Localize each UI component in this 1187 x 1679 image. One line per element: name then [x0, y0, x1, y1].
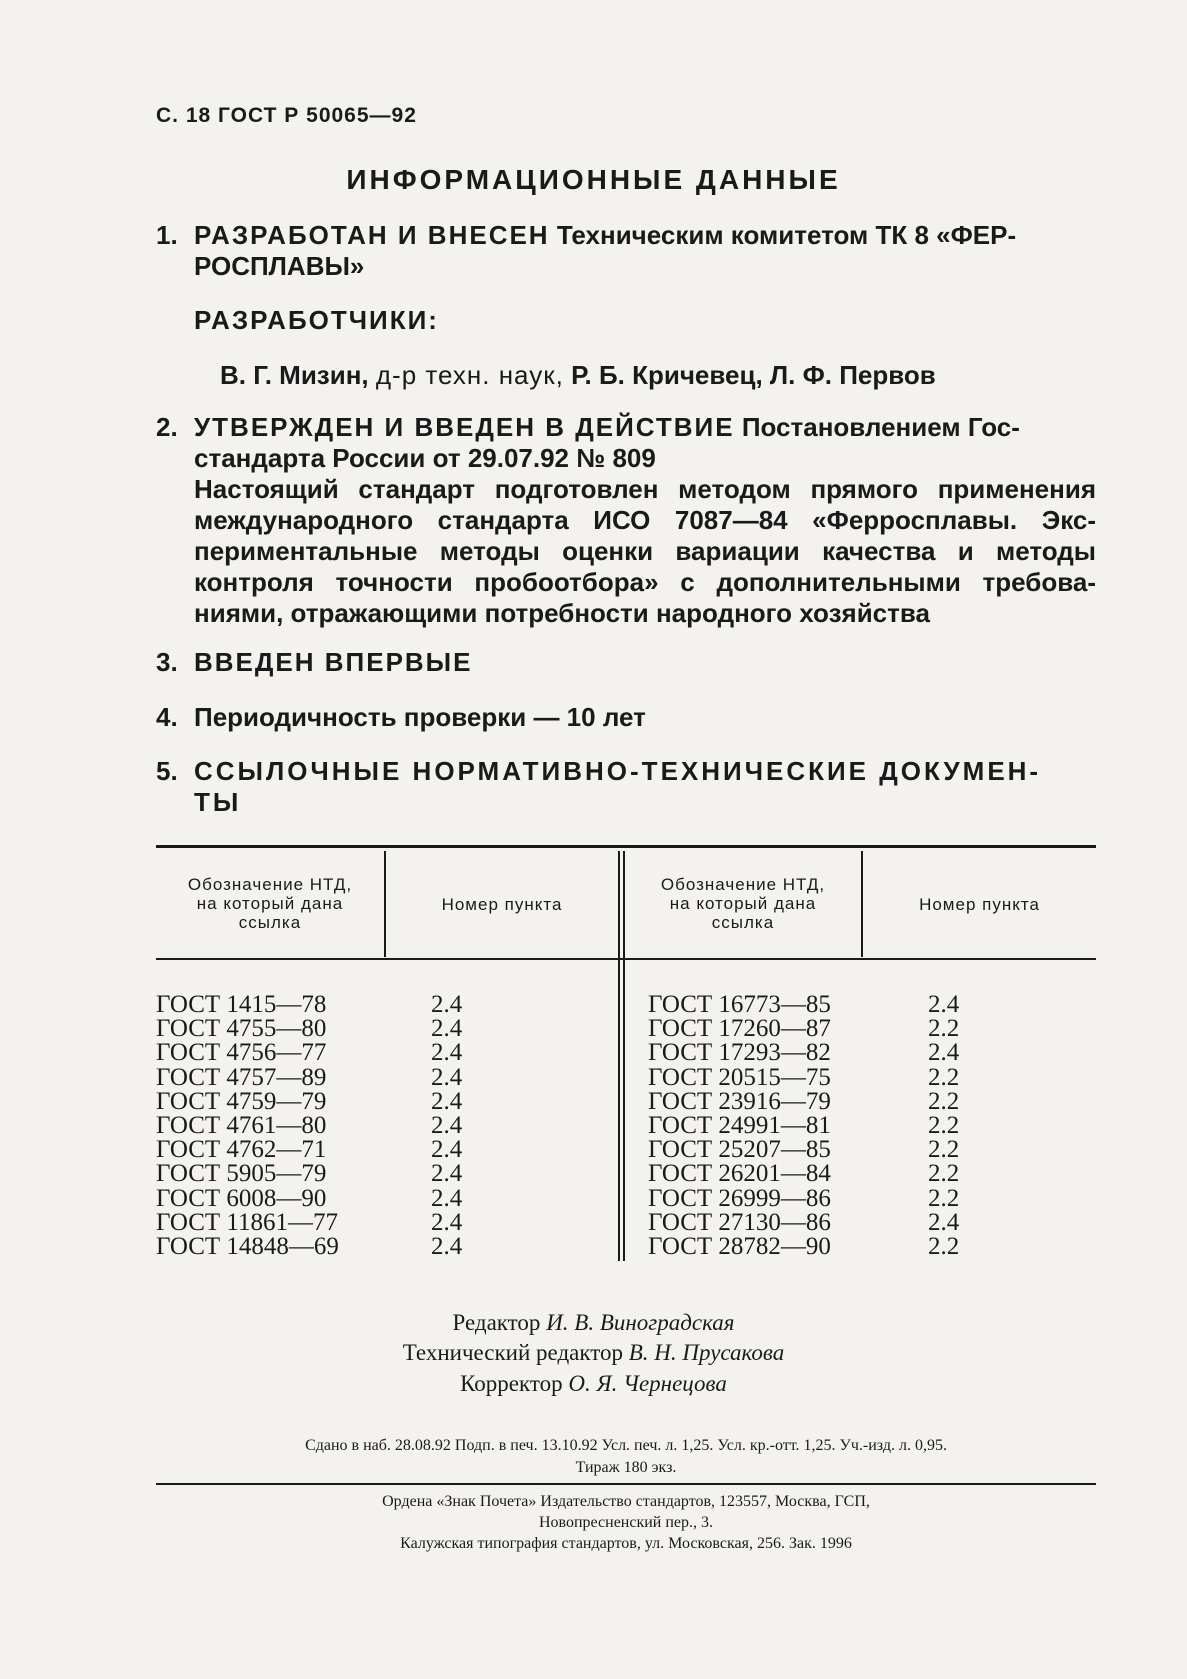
table-cell-doc: ГОСТ 26999—86 — [648, 1184, 831, 1212]
table-cell-item: 2.4 — [431, 1112, 463, 1139]
table-cell-doc: ГОСТ 4757—89 — [156, 1063, 327, 1091]
table-cell-item: 2.2 — [928, 1233, 960, 1260]
credit-editor — [0, 1310, 1187, 1336]
table-cell-doc: ГОСТ 24991—81 — [648, 1112, 831, 1139]
section-body-line: периментальные методы оценки вариации качества и методы — [194, 536, 1096, 566]
table-cell-item: 2.2 — [928, 1184, 960, 1212]
table-cell-doc: ГОСТ 4761—80 — [156, 1112, 327, 1139]
table-cell-item: 2.2 — [928, 1063, 960, 1091]
developer-names: Р. Б. Кричевец, Л. Ф. Первов — [571, 360, 936, 390]
section-text: Техническим комитетом ТК 8 «ФЕР- — [556, 220, 1017, 250]
imprint-publisher: Ордена «Знак Почета» Издательство стандартов, 123557, Москва, ГСП, — [382, 1493, 870, 1510]
table-cell-item: 2.4 — [431, 1087, 463, 1115]
table-cell-doc: ГОСТ 26201—84 — [648, 1160, 831, 1188]
section-number: 3. — [156, 647, 178, 677]
table-cell-doc: ГОСТ 17260—87 — [648, 1015, 831, 1043]
credit-label: Редактор — [452, 1310, 541, 1335]
page-header: С. 18 ГОСТ Р 50065—92 — [156, 104, 417, 127]
table-cell-doc: ГОСТ 25207—85 — [648, 1136, 831, 1164]
credit-label: Корректор — [460, 1371, 563, 1396]
column-header-doc-left — [156, 875, 384, 932]
table-double-divider — [618, 851, 620, 1261]
table-cell-doc: ГОСТ 28782—90 — [648, 1233, 831, 1260]
section-3 — [156, 647, 1096, 678]
developers-heading: РАЗРАБОТЧИКИ: — [194, 305, 439, 335]
table-cell-doc: ГОСТ 4756—77 — [156, 1039, 327, 1067]
section-1 — [156, 220, 1096, 282]
table-cell-doc: ГОСТ 6008—90 — [156, 1184, 327, 1212]
section-lead: ВВЕДЕН ВПЕРВЫЕ — [194, 647, 473, 677]
table-cell-doc: ГОСТ 11861—77 — [156, 1208, 338, 1236]
table-cell-doc: ГОСТ 17293—82 — [648, 1039, 831, 1067]
section-text-cont: РОСПЛАВЫ» — [194, 251, 365, 281]
section-text: Периодичность проверки — 10 лет — [194, 702, 646, 732]
imprint-print-data: Сдано в наб. 28.08.92 Подп. в печ. 13.10.92 Усл. печ. л. 1,25. Усл. кр.-отт. 1,25. Уч.-изд. л. 0,95. — [305, 1437, 947, 1454]
table-cell-item: 2.2 — [928, 1160, 960, 1188]
section-text-cont: стандарта России от 29.07.92 № 809 — [194, 443, 656, 473]
table-cell-item: 2.2 — [928, 1087, 960, 1115]
section-number: 2. — [156, 412, 178, 442]
table-cell-doc: ГОСТ 20515—75 — [648, 1063, 831, 1091]
table-cell-doc: ГОСТ 5905—79 — [156, 1160, 327, 1188]
table-cell-item: 2.4 — [431, 1160, 463, 1188]
section-lead: РАЗРАБОТАН И ВНЕСЕН — [194, 220, 550, 250]
section-number: 5. — [156, 756, 178, 786]
column-header-line: на который дана — [669, 894, 817, 913]
section-text-cont: ТЫ — [194, 787, 242, 817]
table-cell-item: 2.4 — [431, 1233, 463, 1260]
table-cell-doc: ГОСТ 4755—80 — [156, 1015, 327, 1043]
column-header-item-left: Номер пункта — [441, 895, 563, 914]
table-cell-item: 2.4 — [431, 1136, 463, 1164]
column-header-line: ссылка — [238, 913, 302, 932]
table-cell-doc: ГОСТ 4762—71 — [156, 1136, 327, 1164]
section-number: 4. — [156, 702, 178, 732]
section-4 — [156, 702, 1096, 733]
column-header-doc-right — [625, 875, 861, 932]
section-body-line: ниями, отражающими потребности народного хозяйства — [194, 598, 930, 628]
table-cell-item: 2.2 — [928, 1136, 960, 1164]
section-2 — [156, 412, 1096, 629]
table-cell-item: 2.2 — [928, 1112, 960, 1139]
table-cell-item: 2.4 — [431, 1015, 463, 1043]
table-cell-item: 2.4 — [431, 1208, 463, 1236]
column-header-line: ссылка — [711, 913, 775, 932]
table-top-rule — [156, 845, 1096, 848]
column-header-line: на который дана — [196, 894, 344, 913]
table-cell-doc: ГОСТ 16773—85 — [648, 991, 831, 1018]
section-lead: ССЫЛОЧНЫЕ НОРМАТИВНО-ТЕХНИЧЕСКИЕ ДОКУМЕН- — [194, 756, 1042, 786]
table-cell-item: 2.4 — [431, 991, 463, 1018]
table-cell-item: 2.4 — [431, 1039, 463, 1067]
imprint-printer: Калужская типография стандартов, ул. Московская, 256. Зак. 1996 — [400, 1535, 852, 1552]
credit-name: И. В. Виноградская — [546, 1310, 735, 1335]
section-5 — [156, 756, 1096, 818]
imprint-address: Новопресненский пер., 3. — [538, 1514, 714, 1531]
table-cell-doc: ГОСТ 23916—79 — [648, 1087, 831, 1115]
table-cell-item: 2.2 — [928, 1015, 960, 1043]
column-header-line: Обозначение НТД, — [187, 875, 353, 894]
developers-names — [220, 360, 1160, 391]
developer-name: В. Г. Мизин, — [220, 360, 369, 390]
table-cell-item: 2.4 — [928, 1039, 960, 1067]
section-body-line: Настоящий стандарт подготовлен методом прямого применения — [194, 474, 1096, 504]
table-cell-item: 2.4 — [431, 1184, 463, 1212]
credit-corrector — [0, 1371, 1187, 1397]
column-header-line: Обозначение НТД, — [660, 875, 826, 894]
table-cell-item: 2.4 — [928, 1208, 960, 1236]
section-body-line: международного стандарта ИСО 7087—84 «Ферросплавы. Экс- — [194, 505, 1096, 535]
credit-name: В. Н. Прусакова — [628, 1340, 785, 1365]
developer-degree: д-р техн. наук, — [375, 360, 564, 390]
table-cell-doc: ГОСТ 1415—78 — [156, 991, 327, 1018]
table-cell-item: 2.4 — [928, 991, 960, 1018]
table-cell-doc: ГОСТ 27130—86 — [648, 1208, 831, 1236]
imprint-rule — [156, 1483, 1096, 1485]
table-header-rule — [156, 958, 1096, 960]
section-body-line: контроля точности пробоотбора» с дополнительными требова- — [194, 567, 1096, 597]
credit-label: Технический редактор — [402, 1340, 623, 1365]
section-text: Постановлением Гос- — [741, 412, 1020, 442]
table-cell-doc: ГОСТ 14848—69 — [156, 1233, 339, 1260]
table-cell-item: 2.4 — [431, 1063, 463, 1091]
page-title: ИНФОРМАЦИОННЫЕ ДАННЫЕ — [346, 164, 841, 195]
credit-tech-editor — [0, 1340, 1187, 1366]
section-lead: УТВЕРЖДЕН И ВВЕДЕН В ДЕЙСТВИЕ — [194, 412, 735, 442]
section-number: 1. — [156, 220, 178, 250]
imprint-circulation: Тираж 180 экз. — [575, 1459, 677, 1476]
column-header-item-right: Номер пункта — [919, 895, 1040, 914]
credit-name: О. Я. Чернецова — [568, 1371, 727, 1396]
table-cell-doc: ГОСТ 4759—79 — [156, 1087, 327, 1115]
